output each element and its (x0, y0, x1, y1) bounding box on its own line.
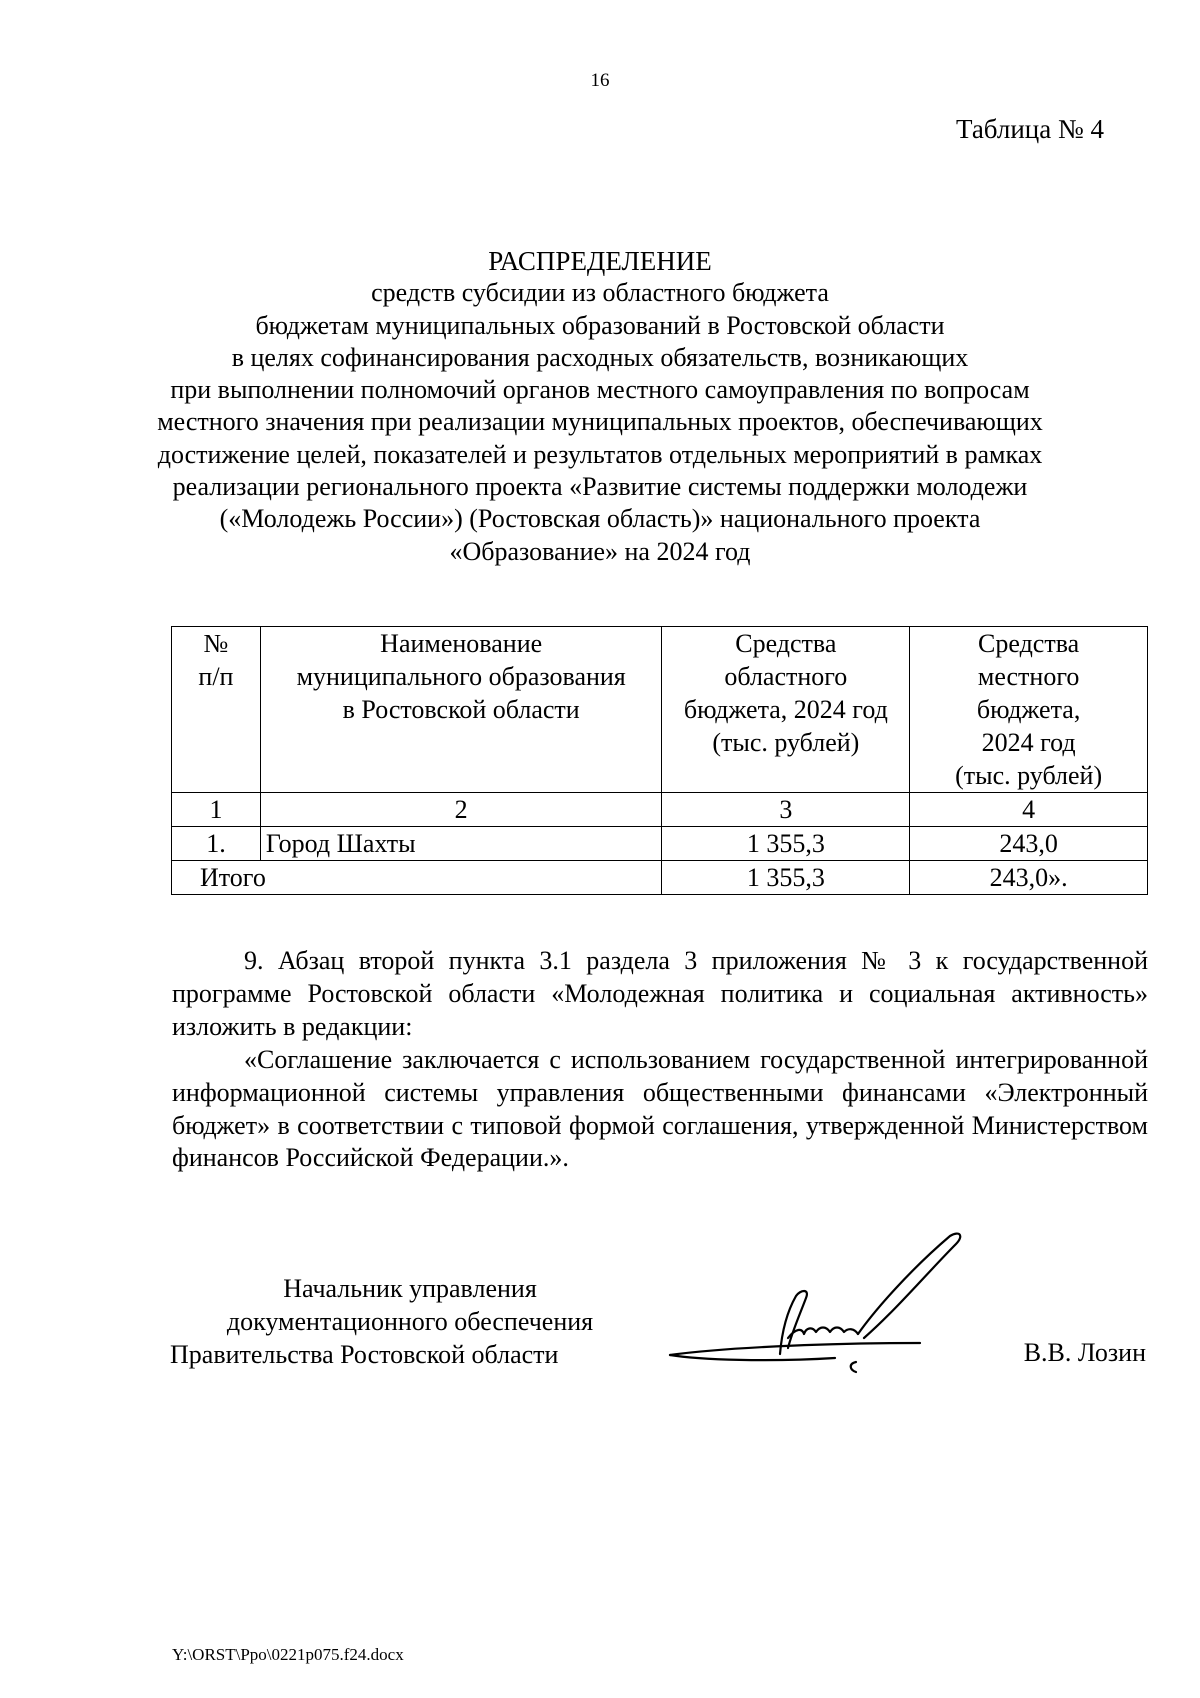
heading-line: достижение целей, показателей и результатов отдельных мероприятий в рамках (157, 439, 1043, 469)
header-local-budget: Средства местного бюджета, 2024 год (тыс. рублей) (910, 627, 1148, 793)
column-number: 4 (910, 793, 1148, 827)
header-number: № п/п (172, 627, 261, 793)
heading-line: «Образование» на 2024 год (449, 536, 751, 566)
table-label: Таблица № 4 (956, 114, 1104, 144)
total-label: Итого (172, 861, 662, 895)
signatory-title-line: документационного обеспечения (226, 1307, 594, 1336)
paragraph-quote: «Соглашение заключается с использованием государственной интегрированной информационной системы управления общественными финансами «Электронный бюджет» в соответствии с типовой формой соглашения, утвержденной Министерством финансов Российской Федерации.». (172, 1045, 1148, 1173)
footer-file-path: Y:\ORST\Ppo\0221p075.f24.docx (172, 1645, 404, 1664)
heading-line: местного значения при реализации муниципальных проектов, обеспечивающих (157, 407, 1043, 437)
column-number-row (172, 793, 1148, 827)
signatory-name: В.В. Лозин (1023, 1338, 1146, 1367)
row-municipality: Город Шахты (260, 827, 662, 861)
row-local-amount: 243,0 (910, 827, 1148, 861)
handwritten-signature (660, 1230, 1000, 1380)
heading-line: реализации регионального проекта «Развитие системы поддержки молодежи (172, 472, 1028, 502)
total-regional-amount: 1 355,3 (662, 861, 910, 895)
signatory-title (170, 1272, 650, 1371)
signatory-title-line: Начальник управления (283, 1274, 537, 1303)
total-row (172, 861, 1148, 895)
column-number: 1 (172, 793, 261, 827)
heading-line: в целях софинансирования расходных обязательств, возникающих (231, 342, 969, 372)
heading-title: РАСПРЕДЕЛЕНИЕ (488, 246, 712, 276)
document-heading (150, 245, 1050, 568)
heading-line: средств субсидии из областного бюджета (371, 278, 829, 308)
row-number: 1. (172, 827, 261, 861)
header-municipality: Наименование муниципального образования в Ростовской области (260, 627, 662, 793)
column-number: 2 (260, 793, 662, 827)
total-local-amount: 243,0». (910, 861, 1148, 895)
heading-line: («Молодежь России») (Ростовская область)» национального проекта (219, 504, 981, 534)
row-regional-amount: 1 355,3 (662, 827, 910, 861)
column-number: 3 (662, 793, 910, 827)
heading-line: при выполнении полномочий органов местного самоуправления по вопросам (170, 375, 1030, 405)
heading-line: бюджетам муниципальных образований в Ростовской области (255, 310, 945, 340)
header-regional-budget: Средства областного бюджета, 2024 год (тыс. рублей) (662, 627, 910, 793)
table-row (172, 827, 1148, 861)
paragraph-9: 9. Абзац второй пункта 3.1 раздела 3 приложения № 3 к государственной программе Ростовской области «Молодежная политика и социальная активность» изложить в редакции: (172, 946, 1148, 1041)
table-header-row (172, 627, 1148, 793)
distribution-table (171, 626, 1148, 895)
signatory-title-line: Правительства Ростовской области (170, 1340, 559, 1369)
page-number: 16 (590, 70, 610, 91)
